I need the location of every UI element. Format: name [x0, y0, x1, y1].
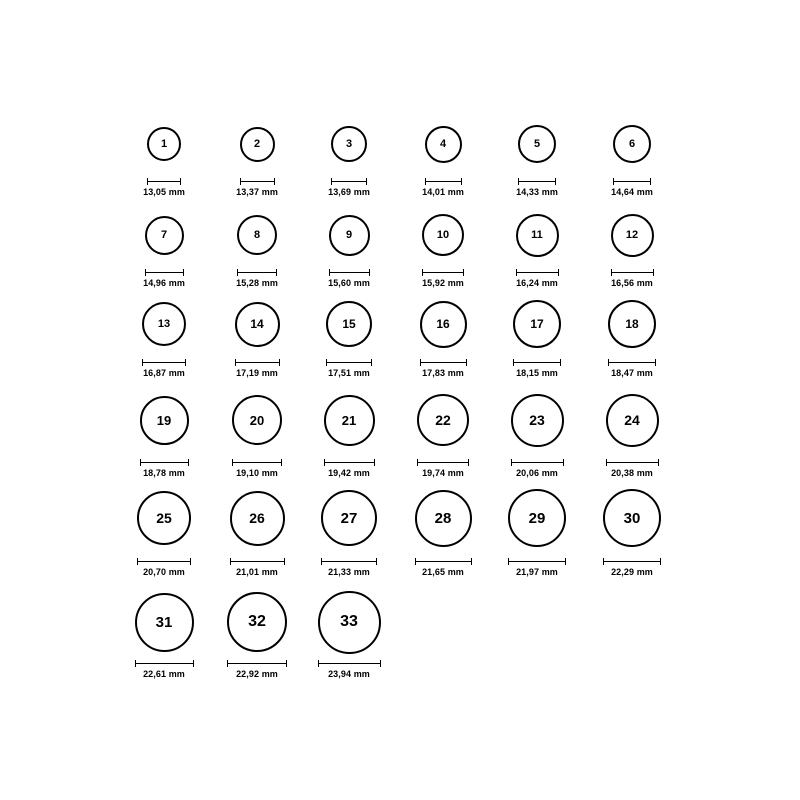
ring-dimension	[318, 660, 381, 679]
ring-circle	[326, 301, 372, 347]
ring-size-item	[422, 214, 464, 256]
dimension-label: 16,56 mm	[611, 278, 653, 288]
dimension-bar	[329, 272, 370, 273]
dimension-tick-right	[180, 178, 181, 185]
ring-size-item	[326, 301, 372, 347]
dimension-bar	[318, 663, 381, 664]
ring-dimension	[230, 558, 285, 577]
ring-dimension	[417, 459, 469, 478]
ring-size-number: 1	[160, 137, 168, 150]
dimension-tick-left	[235, 359, 236, 366]
dimension-tick-left	[137, 558, 138, 565]
dimension-label: 17,51 mm	[328, 368, 370, 378]
ring-dimension	[518, 178, 556, 197]
dimension-bar	[608, 362, 656, 363]
dimension-line	[142, 359, 186, 366]
ring-circle	[232, 395, 282, 445]
ring-size-number: 14	[250, 317, 264, 331]
ring-circle	[318, 591, 381, 654]
ring-size-item	[318, 591, 381, 654]
dimension-tick-left	[417, 459, 418, 466]
ring-size-item	[513, 300, 561, 348]
dimension-label: 14,33 mm	[516, 187, 558, 197]
ring-size-item	[145, 216, 184, 255]
ring-dimension	[135, 660, 194, 679]
dimension-label: 19,74 mm	[422, 468, 464, 478]
dimension-tick-left	[321, 558, 322, 565]
dimension-label: 13,69 mm	[328, 187, 370, 197]
dimension-tick-right	[190, 558, 191, 565]
dimension-bar	[516, 272, 559, 273]
dimension-label: 13,05 mm	[143, 187, 185, 197]
dimension-bar	[511, 462, 564, 463]
ring-dimension	[227, 660, 287, 679]
dimension-tick-left	[230, 558, 231, 565]
dimension-tick-left	[326, 359, 327, 366]
dimension-bar	[135, 663, 194, 664]
dimension-label: 14,96 mm	[143, 278, 185, 288]
ring-size-number: 5	[533, 137, 541, 150]
dimension-label: 15,60 mm	[328, 278, 370, 288]
ring-size-number: 18	[625, 317, 639, 331]
dimension-tick-left	[324, 459, 325, 466]
dimension-tick-right	[650, 178, 651, 185]
ring-dimension	[142, 359, 186, 378]
ring-size-item	[611, 214, 654, 257]
ring-size-item	[329, 215, 370, 256]
ring-dimension	[606, 459, 659, 478]
ring-dimension	[329, 269, 370, 288]
ring-dimension	[326, 359, 372, 378]
dimension-label: 21,97 mm	[516, 567, 558, 577]
dimension-tick-left	[318, 660, 319, 667]
dimension-label: 17,19 mm	[236, 368, 278, 378]
ring-dimension	[236, 178, 278, 197]
ring-circle	[425, 126, 462, 163]
dimension-line	[420, 359, 467, 366]
dimension-tick-left	[603, 558, 604, 565]
dimension-label: 22,29 mm	[611, 567, 653, 577]
ring-size-number: 4	[439, 137, 447, 150]
ring-size-item	[321, 490, 377, 546]
dimension-tick-left	[415, 558, 416, 565]
ring-size-number: 28	[434, 509, 452, 527]
ring-dimension	[145, 269, 184, 288]
dimension-line	[603, 558, 661, 565]
dimension-bar	[142, 362, 186, 363]
ring-circle	[603, 489, 661, 547]
ring-circle	[324, 395, 375, 446]
dimension-bar	[235, 362, 280, 363]
dimension-bar	[611, 272, 654, 273]
dimension-tick-left	[516, 269, 517, 276]
dimension-label: 22,61 mm	[143, 669, 185, 679]
dimension-bar	[513, 362, 561, 363]
ring-dimension	[611, 269, 654, 288]
dimension-tick-right	[563, 459, 564, 466]
ring-size-number: 12	[625, 228, 639, 241]
dimension-label: 18,78 mm	[143, 468, 185, 478]
dimension-label: 15,28 mm	[236, 278, 278, 288]
ring-size-item	[137, 491, 191, 545]
dimension-line	[613, 178, 651, 185]
ring-dimension	[232, 459, 282, 478]
dimension-label: 19,42 mm	[328, 468, 370, 478]
dimension-tick-right	[558, 269, 559, 276]
ring-size-item	[232, 395, 282, 445]
dimension-line	[508, 558, 566, 565]
ring-dimension	[143, 178, 185, 197]
dimension-tick-left	[237, 269, 238, 276]
ring-dimension	[422, 178, 464, 197]
dimension-tick-right	[193, 660, 194, 667]
dimension-tick-left	[606, 459, 607, 466]
dimension-tick-right	[380, 660, 381, 667]
dimension-bar	[237, 272, 277, 273]
dimension-label: 20,06 mm	[516, 468, 558, 478]
dimension-label: 23,94 mm	[328, 669, 370, 679]
dimension-label: 19,10 mm	[236, 468, 278, 478]
dimension-tick-left	[611, 269, 612, 276]
ring-size-item	[227, 592, 287, 652]
dimension-line	[147, 178, 181, 185]
dimension-bar	[147, 181, 181, 182]
dimension-line	[137, 558, 191, 565]
ring-size-number: 20	[249, 412, 265, 428]
dimension-bar	[230, 561, 285, 562]
ring-dimension	[324, 459, 375, 478]
dimension-line	[611, 269, 654, 276]
dimension-label: 20,70 mm	[143, 567, 185, 577]
dimension-bar	[422, 272, 464, 273]
dimension-tick-right	[655, 359, 656, 366]
dimension-tick-right	[274, 178, 275, 185]
dimension-tick-left	[608, 359, 609, 366]
dimension-bar	[417, 462, 469, 463]
ring-dimension	[613, 178, 651, 197]
ring-size-item	[415, 490, 472, 547]
ring-dimension	[513, 359, 561, 378]
dimension-label: 22,92 mm	[236, 669, 278, 679]
dimension-line	[145, 269, 184, 276]
dimension-line	[318, 660, 381, 667]
ring-circle	[613, 125, 651, 163]
dimension-tick-left	[420, 359, 421, 366]
dimension-line	[324, 459, 375, 466]
ring-circle	[235, 302, 280, 347]
ring-dimension	[137, 558, 191, 577]
dimension-line	[326, 359, 372, 366]
ring-size-number: 27	[340, 509, 358, 527]
dimension-tick-right	[369, 269, 370, 276]
dimension-tick-left	[422, 269, 423, 276]
dimension-line	[516, 269, 559, 276]
ring-dimension	[420, 359, 467, 378]
ring-size-number: 16	[436, 317, 450, 331]
ring-size-number: 30	[623, 509, 641, 527]
dimension-tick-left	[135, 660, 136, 667]
ring-size-item	[324, 395, 375, 446]
dimension-line	[135, 660, 194, 667]
ring-size-item	[608, 300, 656, 348]
ring-circle	[508, 489, 566, 547]
dimension-tick-right	[461, 178, 462, 185]
dimension-line	[511, 459, 564, 466]
ring-circle	[611, 214, 654, 257]
dimension-tick-right	[281, 459, 282, 466]
dimension-bar	[425, 181, 462, 182]
dimension-label: 17,83 mm	[422, 368, 464, 378]
ring-size-item	[516, 214, 559, 257]
ring-size-number: 17	[530, 317, 544, 331]
dimension-bar	[326, 362, 372, 363]
ring-size-number: 2	[253, 137, 261, 150]
ring-size-item	[240, 127, 275, 162]
ring-size-item	[420, 301, 467, 348]
dimension-line	[230, 558, 285, 565]
ring-circle	[518, 125, 556, 163]
dimension-bar	[603, 561, 661, 562]
ring-size-number: 13	[157, 317, 171, 330]
ring-size-number: 9	[345, 228, 353, 241]
dimension-label: 14,01 mm	[422, 187, 464, 197]
ring-size-item	[425, 126, 462, 163]
dimension-bar	[606, 462, 659, 463]
ring-circle	[145, 216, 184, 255]
dimension-tick-left	[140, 459, 141, 466]
ring-circle	[230, 491, 285, 546]
ring-size-item	[417, 394, 469, 446]
dimension-bar	[331, 181, 367, 182]
dimension-tick-left	[518, 178, 519, 185]
ring-size-item	[518, 125, 556, 163]
dimension-line	[232, 459, 282, 466]
ring-size-number: 29	[528, 509, 546, 527]
ring-dimension	[508, 558, 566, 577]
dimension-label: 15,92 mm	[422, 278, 464, 288]
dimension-label: 18,47 mm	[611, 368, 653, 378]
dimension-tick-left	[240, 178, 241, 185]
dimension-tick-right	[658, 459, 659, 466]
ring-size-item	[235, 302, 280, 347]
dimension-tick-left	[227, 660, 228, 667]
dimension-tick-left	[425, 178, 426, 185]
dimension-tick-right	[653, 269, 654, 276]
dimension-label: 20,38 mm	[611, 468, 653, 478]
dimension-tick-right	[471, 558, 472, 565]
dimension-line	[608, 359, 656, 366]
ring-circle	[140, 396, 189, 445]
dimension-tick-right	[565, 558, 566, 565]
dimension-line	[240, 178, 275, 185]
ring-size-item	[230, 491, 285, 546]
dimension-line	[606, 459, 659, 466]
ring-size-number: 25	[156, 510, 172, 526]
dimension-bar	[613, 181, 651, 182]
ring-size-number: 23	[529, 412, 545, 428]
ring-circle	[511, 394, 564, 447]
ring-size-item	[606, 394, 659, 447]
ring-circle	[422, 214, 464, 256]
dimension-bar	[227, 663, 287, 664]
ring-circle	[240, 127, 275, 162]
dimension-tick-right	[279, 359, 280, 366]
ring-size-number: 11	[531, 228, 543, 241]
dimension-tick-left	[508, 558, 509, 565]
ring-circle	[227, 592, 287, 652]
ring-size-number: 8	[253, 228, 261, 241]
dimension-bar	[508, 561, 566, 562]
dimension-tick-right	[560, 359, 561, 366]
dimension-tick-right	[185, 359, 186, 366]
dimension-label: 16,87 mm	[143, 368, 185, 378]
dimension-tick-right	[371, 359, 372, 366]
dimension-line	[422, 269, 464, 276]
dimension-tick-left	[142, 359, 143, 366]
dimension-label: 16,24 mm	[516, 278, 558, 288]
ring-size-number: 10	[436, 228, 450, 241]
ring-circle	[321, 490, 377, 546]
dimension-bar	[324, 462, 375, 463]
dimension-line	[227, 660, 287, 667]
dimension-tick-right	[276, 269, 277, 276]
ring-dimension	[415, 558, 472, 577]
ring-size-item	[603, 489, 661, 547]
ring-dimension	[235, 359, 280, 378]
ring-circle	[329, 215, 370, 256]
dimension-line	[417, 459, 469, 466]
dimension-tick-right	[188, 459, 189, 466]
ring-circle	[137, 491, 191, 545]
dimension-label: 18,15 mm	[516, 368, 558, 378]
ring-size-number: 19	[156, 412, 172, 428]
dimension-line	[415, 558, 472, 565]
ring-dimension	[603, 558, 661, 577]
dimension-line	[329, 269, 370, 276]
ring-circle	[420, 301, 467, 348]
dimension-line	[140, 459, 189, 466]
dimension-label: 21,65 mm	[422, 567, 464, 577]
dimension-line	[235, 359, 280, 366]
dimension-line	[237, 269, 277, 276]
ring-dimension	[237, 269, 277, 288]
ring-size-number: 21	[341, 412, 357, 428]
ring-size-item	[142, 302, 186, 346]
ring-circle	[516, 214, 559, 257]
dimension-tick-right	[376, 558, 377, 565]
ring-size-item	[147, 127, 181, 161]
ring-dimension	[321, 558, 377, 577]
ring-circle	[417, 394, 469, 446]
ring-circle	[606, 394, 659, 447]
dimension-line	[513, 359, 561, 366]
dimension-line	[331, 178, 367, 185]
ring-size-item	[508, 489, 566, 547]
ring-size-item	[613, 125, 651, 163]
dimension-bar	[321, 561, 377, 562]
ring-dimension	[328, 178, 370, 197]
dimension-line	[321, 558, 377, 565]
ring-dimension	[516, 269, 559, 288]
dimension-tick-left	[513, 359, 514, 366]
dimension-tick-right	[183, 269, 184, 276]
dimension-tick-left	[145, 269, 146, 276]
ring-size-number: 3	[345, 137, 353, 150]
ring-circle	[147, 127, 181, 161]
dimension-bar	[140, 462, 189, 463]
ring-circle	[331, 126, 367, 162]
dimension-tick-right	[555, 178, 556, 185]
dimension-line	[518, 178, 556, 185]
dimension-tick-right	[468, 459, 469, 466]
ring-size-number: 22	[435, 412, 451, 428]
dimension-bar	[232, 462, 282, 463]
dimension-tick-left	[511, 459, 512, 466]
ring-circle	[513, 300, 561, 348]
dimension-tick-right	[466, 359, 467, 366]
ring-dimension	[140, 459, 189, 478]
dimension-tick-right	[463, 269, 464, 276]
ring-size-item	[511, 394, 564, 447]
ring-circle	[608, 300, 656, 348]
dimension-tick-left	[147, 178, 148, 185]
dimension-tick-left	[232, 459, 233, 466]
dimension-tick-right	[284, 558, 285, 565]
ring-size-item	[135, 593, 194, 652]
ring-circle	[415, 490, 472, 547]
ring-size-item	[331, 126, 367, 162]
ring-circle	[237, 215, 277, 255]
ring-dimension	[511, 459, 564, 478]
dimension-label: 13,37 mm	[236, 187, 278, 197]
dimension-bar	[420, 362, 467, 363]
ring-size-number: 7	[160, 228, 168, 241]
dimension-bar	[145, 272, 184, 273]
dimension-bar	[518, 181, 556, 182]
dimension-tick-left	[329, 269, 330, 276]
dimension-tick-left	[613, 178, 614, 185]
dimension-label: 14,64 mm	[611, 187, 653, 197]
ring-circle	[135, 593, 194, 652]
dimension-tick-left	[331, 178, 332, 185]
dimension-tick-right	[374, 459, 375, 466]
dimension-tick-right	[366, 178, 367, 185]
ring-dimension	[608, 359, 656, 378]
ring-size-item	[140, 396, 189, 445]
ring-size-item	[237, 215, 277, 255]
dimension-bar	[137, 561, 191, 562]
ring-circle	[142, 302, 186, 346]
dimension-tick-right	[286, 660, 287, 667]
dimension-line	[425, 178, 462, 185]
dimension-tick-right	[660, 558, 661, 565]
dimension-label: 21,33 mm	[328, 567, 370, 577]
dimension-bar	[240, 181, 275, 182]
dimension-label: 21,01 mm	[236, 567, 278, 577]
ring-size-number: 32	[248, 613, 266, 630]
ring-size-number: 33	[340, 613, 358, 630]
ring-dimension	[422, 269, 464, 288]
ring-size-number: 31	[155, 613, 173, 631]
ring-size-number: 26	[249, 510, 265, 526]
dimension-bar	[415, 561, 472, 562]
ring-size-number: 6	[628, 137, 636, 150]
ring-size-number: 24	[624, 412, 640, 428]
ring-size-number: 15	[342, 317, 356, 331]
